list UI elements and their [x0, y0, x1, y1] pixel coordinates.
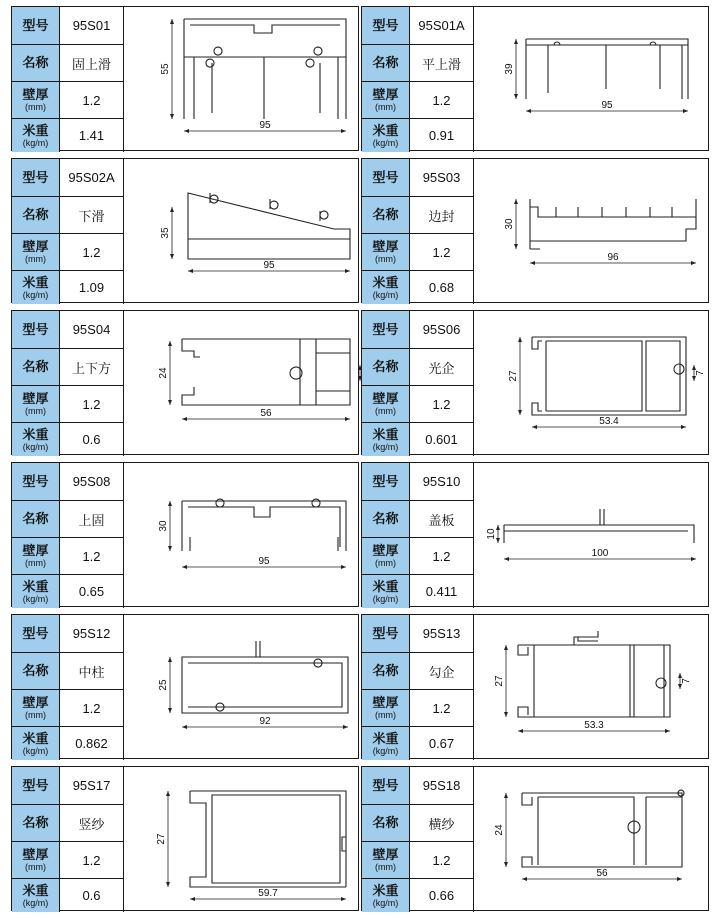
field-unit: (kg/m)	[372, 137, 399, 148]
field-label-text: 米重	[22, 882, 49, 898]
profile-outline	[194, 57, 338, 119]
field-label-text: 壁厚	[22, 695, 49, 710]
field-value-thickness: 1.2	[410, 82, 474, 119]
profile-outline	[184, 19, 346, 119]
field-value-weight: 1.09	[60, 271, 124, 304]
field-value-thickness: 1.2	[410, 234, 474, 271]
field-unit: (kg/m)	[22, 289, 49, 300]
field-label-weight	[362, 119, 410, 152]
profile-outline	[532, 337, 686, 415]
field-unit: (kg/m)	[372, 289, 399, 300]
field-unit: (kg/m)	[22, 593, 49, 604]
field-label-name	[12, 45, 60, 82]
width-dimension	[522, 868, 682, 881]
field-value-name: 竖纱	[60, 805, 124, 842]
field-label-text: 型号	[372, 777, 399, 793]
width-label: 56	[260, 408, 272, 419]
field-label-text: 壁厚	[372, 543, 399, 558]
field-unit: (kg/m)	[372, 441, 399, 452]
width-label: 95	[258, 556, 270, 567]
height-dimension	[678, 673, 692, 689]
field-label-name	[12, 349, 60, 386]
width-dimension	[182, 716, 348, 729]
field-label-text: 名称	[372, 663, 399, 678]
field-unit: (mm)	[25, 254, 46, 264]
profile-card	[11, 462, 359, 607]
field-label-text: 型号	[372, 473, 399, 489]
field-label-text: 壁厚	[22, 543, 49, 558]
field-value-thickness: 1.2	[60, 842, 124, 879]
profile-outline	[522, 793, 682, 867]
field-label-thickness	[362, 538, 410, 575]
height-label: 10	[486, 528, 497, 540]
field-label-text: 名称	[22, 207, 49, 222]
profile-outline	[548, 45, 682, 99]
profile-outline	[190, 791, 346, 887]
height-label: 27	[494, 675, 505, 687]
field-label-text: 壁厚	[372, 847, 399, 862]
height-dimension	[494, 645, 508, 717]
profile-outline	[518, 645, 670, 717]
profile-drawing	[124, 463, 360, 606]
field-value-weight: 0.601	[410, 423, 474, 456]
field-label-name	[362, 349, 410, 386]
field-value-model: 95S12	[60, 615, 124, 653]
field-unit: (kg/m)	[22, 745, 49, 756]
profile-drawing	[124, 7, 360, 150]
height-dimension	[508, 337, 522, 415]
field-label-model	[362, 615, 410, 653]
profile-card	[11, 614, 359, 759]
field-value-name: 边封	[410, 197, 474, 234]
field-label-weight	[12, 727, 60, 760]
field-unit: (mm)	[25, 102, 46, 112]
field-value-thickness: 1.2	[410, 386, 474, 423]
field-label-thickness	[362, 842, 410, 879]
field-value-model: 95S10	[410, 463, 474, 501]
profile-drawing	[474, 767, 710, 910]
height-dimension	[504, 199, 518, 249]
profile-outline	[216, 659, 322, 711]
width-label: 95	[259, 120, 271, 131]
profile-outline	[182, 657, 348, 713]
field-label-model	[12, 7, 60, 45]
field-unit: (kg/m)	[372, 897, 399, 908]
field-label-text: 米重	[22, 730, 49, 746]
field-label-thickness	[362, 690, 410, 727]
height-label: 24	[158, 367, 169, 379]
field-label-text: 米重	[22, 274, 49, 290]
field-value-model: 95S18	[410, 767, 474, 805]
profile-drawing	[474, 7, 710, 150]
field-label-weight	[12, 119, 60, 152]
field-value-thickness: 1.2	[60, 82, 124, 119]
width-label: 59.7	[258, 888, 278, 899]
field-value-weight: 0.411	[410, 575, 474, 608]
field-label-weight	[362, 575, 410, 608]
field-label-text: 型号	[22, 321, 49, 337]
field-value-name: 平上滑	[410, 45, 474, 82]
width-dimension	[182, 408, 350, 421]
field-label-weight	[362, 423, 410, 456]
field-value-model: 95S01	[60, 7, 124, 45]
field-unit: (mm)	[25, 710, 46, 720]
field-label-thickness	[12, 82, 60, 119]
height-dimension	[160, 19, 174, 119]
profile-outline	[182, 501, 346, 551]
field-label-text: 米重	[372, 426, 399, 442]
profile-outline	[342, 837, 346, 851]
profile-drawing	[474, 463, 710, 606]
profile-card	[11, 158, 359, 303]
profile-card	[11, 766, 359, 911]
field-label-thickness	[12, 234, 60, 271]
field-label-text: 米重	[22, 426, 49, 442]
field-label-text: 米重	[372, 882, 399, 898]
field-unit: (kg/m)	[22, 897, 49, 908]
width-label: 95	[601, 100, 613, 111]
field-label-name	[362, 653, 410, 690]
field-value-name: 勾企	[410, 653, 474, 690]
field-label-weight	[362, 727, 410, 760]
field-label-weight	[12, 575, 60, 608]
field-unit: (mm)	[375, 862, 396, 872]
width-dimension	[518, 720, 670, 733]
field-value-model: 95S01A	[410, 7, 474, 45]
field-label-thickness	[12, 842, 60, 879]
width-dimension	[504, 548, 696, 561]
field-label-text: 名称	[372, 815, 399, 830]
field-unit: (mm)	[375, 102, 396, 112]
width-dimension	[532, 416, 686, 429]
profile-outline	[546, 341, 680, 411]
field-value-weight: 0.68	[410, 271, 474, 304]
field-label-thickness	[12, 690, 60, 727]
profile-card	[11, 6, 359, 151]
height-label: 30	[158, 520, 169, 532]
height-label: 24	[494, 824, 505, 836]
field-label-model	[362, 767, 410, 805]
profile-outline	[574, 631, 598, 645]
field-unit: (mm)	[25, 862, 46, 872]
field-label-text: 壁厚	[372, 239, 399, 254]
field-unit: (kg/m)	[22, 137, 49, 148]
profile-outline	[538, 797, 682, 865]
field-label-weight	[12, 879, 60, 912]
field-label-model	[362, 7, 410, 45]
profile-outline	[600, 509, 604, 525]
field-value-weight: 1.41	[60, 119, 124, 152]
field-label-text: 名称	[372, 207, 399, 222]
profile-drawing	[474, 615, 710, 758]
profile-card	[361, 6, 709, 151]
field-label-thickness	[362, 82, 410, 119]
field-label-text: 壁厚	[22, 391, 49, 406]
field-label-model	[12, 615, 60, 653]
height-dimension	[156, 791, 170, 887]
field-label-text: 壁厚	[372, 87, 399, 102]
height-dimension	[494, 793, 508, 867]
field-label-thickness	[12, 386, 60, 423]
field-label-text: 名称	[22, 55, 49, 70]
field-unit: (mm)	[375, 254, 396, 264]
field-value-name: 盖板	[410, 501, 474, 538]
field-label-weight	[362, 271, 410, 304]
profile-outline	[256, 641, 260, 657]
profile-outline	[210, 193, 320, 221]
field-label-name	[362, 197, 410, 234]
profile-card	[361, 614, 709, 759]
field-label-model	[12, 159, 60, 197]
width-label: 92	[259, 716, 271, 727]
height-label: 55	[160, 63, 171, 75]
width-dimension	[190, 888, 346, 901]
width-label: 95	[263, 260, 275, 271]
field-label-thickness	[362, 386, 410, 423]
field-unit: (kg/m)	[372, 745, 399, 756]
profile-card	[361, 462, 709, 607]
height-dimension	[158, 501, 172, 551]
field-label-text: 名称	[372, 55, 399, 70]
profile-outline	[300, 339, 350, 405]
field-label-text: 型号	[372, 625, 399, 641]
height-label: 27	[508, 370, 519, 382]
field-value-name: 光企	[410, 349, 474, 386]
field-label-weight	[12, 423, 60, 456]
field-label-text: 壁厚	[372, 391, 399, 406]
field-value-model: 95S17	[60, 767, 124, 805]
height-label: 30	[504, 218, 515, 230]
field-label-model	[362, 159, 410, 197]
profile-outline	[534, 645, 664, 717]
field-label-text: 壁厚	[372, 695, 399, 710]
field-label-text: 型号	[22, 625, 49, 641]
field-value-model: 95S04	[60, 311, 124, 349]
field-label-name	[362, 501, 410, 538]
field-value-thickness: 1.2	[410, 538, 474, 575]
width-dimension	[526, 100, 688, 113]
field-label-text: 型号	[372, 169, 399, 185]
field-label-model	[12, 463, 60, 501]
field-value-model: 95S13	[410, 615, 474, 653]
width-label: 56	[596, 868, 608, 879]
profile-card	[361, 158, 709, 303]
profile-outline	[504, 525, 694, 543]
width-dimension	[184, 120, 346, 133]
height-label: 25	[158, 679, 169, 691]
field-unit: (mm)	[375, 406, 396, 416]
field-label-name	[362, 805, 410, 842]
field-value-thickness: 1.2	[60, 234, 124, 271]
field-value-weight: 0.6	[60, 879, 124, 912]
field-value-thickness: 1.2	[60, 386, 124, 423]
field-value-model: 95S03	[410, 159, 474, 197]
height-dimension	[158, 657, 172, 713]
height-label: 39	[504, 63, 515, 75]
height-label: 7	[695, 370, 706, 376]
field-value-thickness: 1.2	[60, 538, 124, 575]
field-label-text: 名称	[372, 511, 399, 526]
field-label-text: 米重	[22, 122, 49, 138]
field-value-model: 95S08	[60, 463, 124, 501]
field-label-text: 米重	[372, 274, 399, 290]
field-label-text: 型号	[372, 17, 399, 33]
field-label-name	[12, 653, 60, 690]
field-label-text: 壁厚	[22, 847, 49, 862]
field-value-thickness: 1.2	[410, 842, 474, 879]
profile-card	[11, 310, 359, 455]
height-dimension	[158, 341, 172, 405]
field-value-weight: 0.91	[410, 119, 474, 152]
field-value-weight: 0.862	[60, 727, 124, 760]
width-label: 96	[607, 252, 619, 263]
field-label-thickness	[12, 538, 60, 575]
profile-drawing	[474, 311, 710, 454]
field-value-weight: 0.67	[410, 727, 474, 760]
field-label-text: 壁厚	[22, 239, 49, 254]
field-label-text: 名称	[22, 359, 49, 374]
field-unit: (kg/m)	[22, 441, 49, 452]
profile-drawing	[474, 159, 710, 302]
field-label-text: 米重	[372, 578, 399, 594]
width-dimension	[188, 260, 350, 273]
field-label-weight	[12, 271, 60, 304]
height-label: 35	[160, 227, 171, 239]
height-label: 7	[681, 678, 692, 684]
height-dimension	[160, 207, 174, 259]
field-label-thickness	[362, 234, 410, 271]
profile-outline	[526, 39, 688, 99]
field-label-name	[12, 197, 60, 234]
field-label-text: 型号	[22, 473, 49, 489]
field-value-weight: 0.66	[410, 879, 474, 912]
field-label-text: 型号	[22, 169, 49, 185]
field-value-name: 上下方	[60, 349, 124, 386]
profile-outline	[182, 339, 350, 405]
field-value-name: 固上滑	[60, 45, 124, 82]
width-label: 53.4	[599, 416, 619, 427]
field-value-model: 95S06	[410, 311, 474, 349]
field-label-weight	[362, 879, 410, 912]
field-value-thickness: 1.2	[410, 690, 474, 727]
field-label-text: 名称	[22, 511, 49, 526]
width-label: 53.3	[584, 720, 604, 731]
field-value-name: 中柱	[60, 653, 124, 690]
field-label-model	[12, 311, 60, 349]
field-label-name	[12, 805, 60, 842]
profile-outline	[212, 795, 340, 883]
profile-drawing	[124, 767, 360, 910]
field-unit: (mm)	[25, 406, 46, 416]
field-label-name	[12, 501, 60, 538]
profile-drawing	[124, 159, 360, 302]
field-unit: (mm)	[375, 710, 396, 720]
profile-drawing	[124, 615, 360, 758]
width-dimension	[182, 556, 346, 569]
width-dimension	[530, 252, 696, 265]
field-label-text: 型号	[22, 17, 49, 33]
field-label-text: 型号	[22, 777, 49, 793]
profile-drawing	[124, 311, 360, 454]
profile-card	[361, 766, 709, 911]
width-label: 100	[591, 548, 609, 559]
field-label-model	[362, 311, 410, 349]
field-value-model: 95S02A	[60, 159, 124, 197]
field-value-weight: 0.6	[60, 423, 124, 456]
height-dimension	[692, 365, 706, 381]
field-label-text: 米重	[372, 122, 399, 138]
field-label-text: 名称	[22, 815, 49, 830]
profile-outline	[556, 207, 672, 217]
field-label-text: 型号	[372, 321, 399, 337]
height-dimension	[486, 525, 500, 543]
profile-outline	[674, 364, 684, 374]
field-value-name: 下滑	[60, 197, 124, 234]
field-label-model	[362, 463, 410, 501]
field-label-text: 米重	[22, 578, 49, 594]
profile-outline	[210, 195, 328, 219]
field-value-name: 横纱	[410, 805, 474, 842]
field-label-text: 壁厚	[22, 87, 49, 102]
field-value-weight: 0.65	[60, 575, 124, 608]
field-label-name	[362, 45, 410, 82]
profile-card	[361, 310, 709, 455]
field-value-thickness: 1.2	[60, 690, 124, 727]
height-label: 27	[156, 833, 167, 845]
field-label-text: 米重	[372, 730, 399, 746]
field-label-model	[12, 767, 60, 805]
field-unit: (mm)	[25, 558, 46, 568]
field-label-text: 名称	[22, 663, 49, 678]
field-value-name: 上固	[60, 501, 124, 538]
height-dimension	[504, 39, 518, 99]
field-unit: (kg/m)	[372, 593, 399, 604]
field-label-text: 名称	[372, 359, 399, 374]
profile-outline	[530, 199, 696, 249]
field-unit: (mm)	[375, 558, 396, 568]
